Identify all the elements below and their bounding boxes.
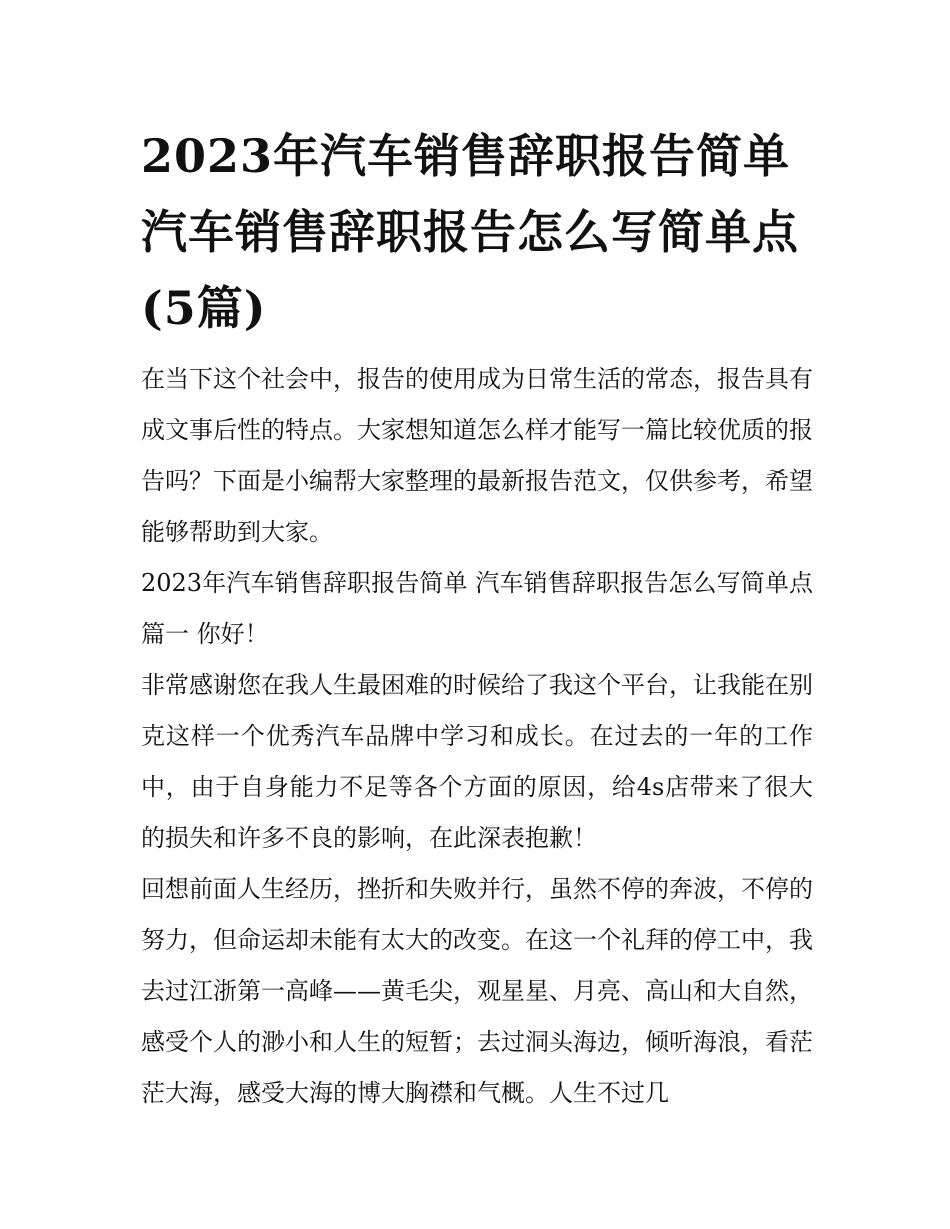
- document-page: [141, 118, 813, 1119]
- section-heading-paragraph: 2023年汽车销售辞职报告简单 汽车销售辞职报告怎么写简单点篇一 你好！: [141, 569, 813, 648]
- body-paragraph: 回想前面人生经历，挫折和失败并行，虽然不停的奔波，不停的努力，但命运却未能有太大的改变。在这一个礼拜的停工中，我去过江浙第一高峰——黄毛尖，观星星、月亮、高山和大自然，感受个人的渺小和人生的短暂；去过洞头海边，倾听海浪，看茫茫大海，感受大海的博大胸襟和气概。人生不过几: [141, 875, 813, 1107]
- body-paragraph: 非常感谢您在我人生最困难的时候给了我这个平台，让我能在别克这样一个优秀汽车品牌中学习和成长。在过去的一年的工作中，由于自身能力不足等各个方面的原因，给4s店带来了很大的损失和许多不良的影响，在此深表抱歉！: [141, 671, 813, 852]
- intro-paragraph: 在当下这个社会中，报告的使用成为日常生活的常态，报告具有成文事后性的特点。大家想知道怎么样才能写一篇比较优质的报告吗？下面是小编帮大家整理的最新报告范文，仅供参考，希望能够帮助到大家。: [141, 365, 813, 546]
- document-title: 2023年汽车销售辞职报告简单 汽车销售辞职报告怎么写简单点(5篇): [141, 129, 799, 335]
